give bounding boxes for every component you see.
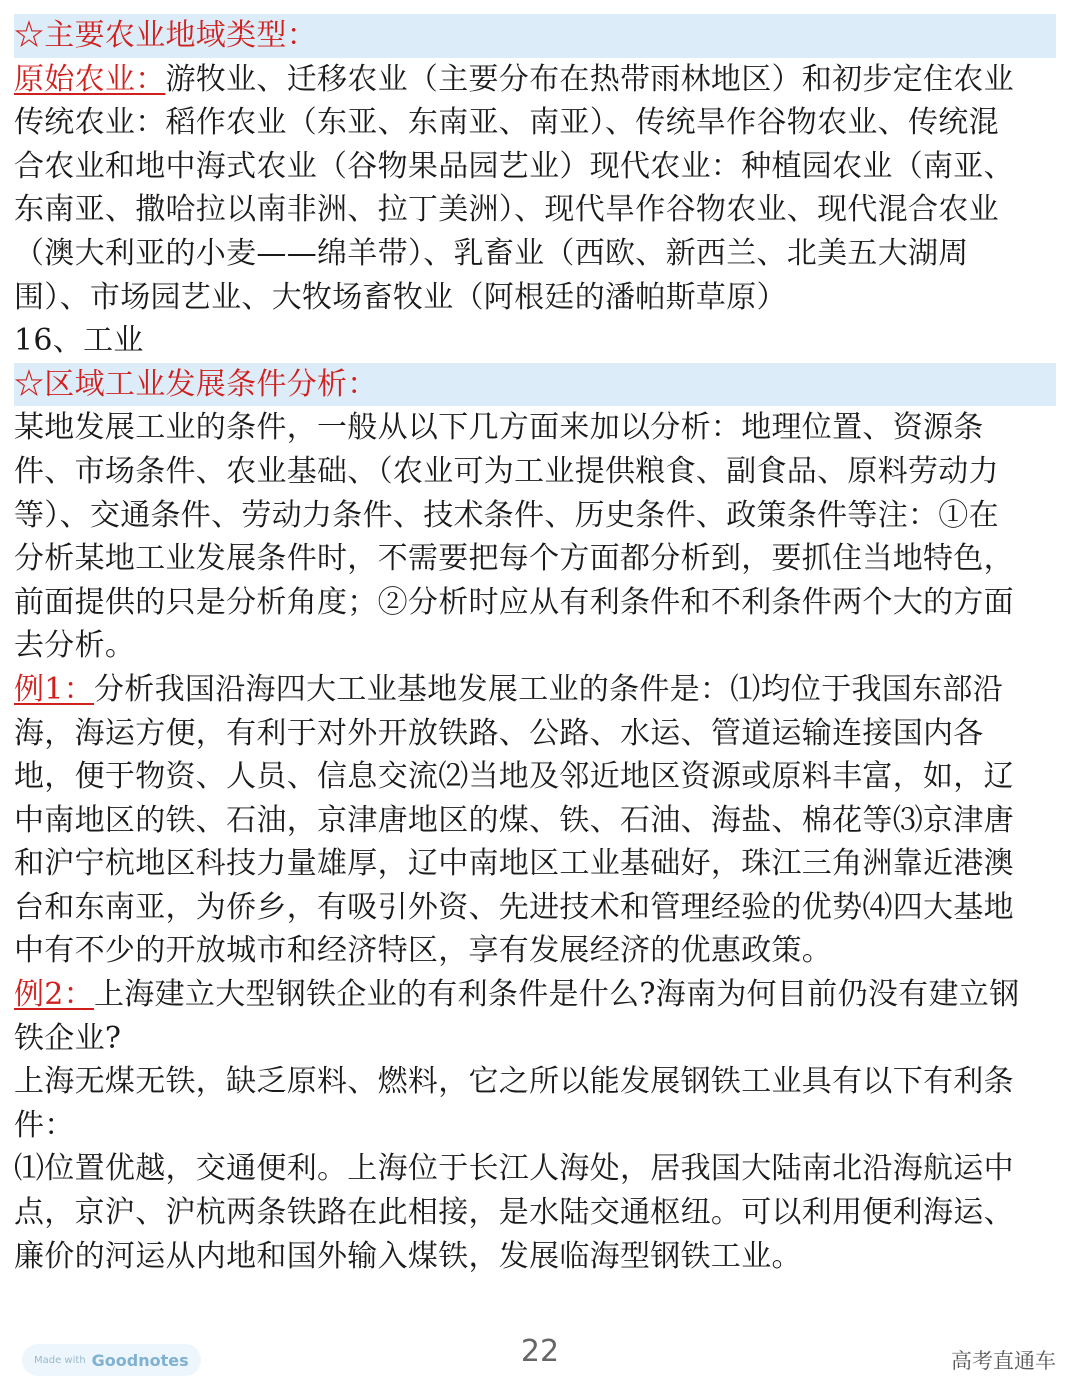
section-heading-agriculture-types bbox=[14, 14, 1056, 58]
text-line: 廉价的河运从内地和国外输入煤铁，发展临海型钢铁工业。 bbox=[14, 1238, 802, 1274]
text-line-content: 游牧业、迁移农业（主要分布在热带雨林地区）和初步定住农业 bbox=[165, 61, 1014, 97]
text-line: 台和东南亚，为侨乡，有吸引外资、先进技术和管理经验的优势⑷四大基地 bbox=[14, 889, 1014, 925]
text-line: 传统农业：稻作农业（东亚、东南亚、南亚）、传统旱作谷物农业、传统混 bbox=[14, 105, 999, 141]
text-line: 前面提供的只是分析角度；②分析时应从有利条件和不利条件两个大的方面 bbox=[14, 584, 1014, 620]
example-1-line bbox=[14, 668, 1060, 712]
page-number: 22 bbox=[520, 1334, 560, 1369]
section-heading-industry-conditions bbox=[14, 363, 1056, 407]
text-line: 中南地区的铁、石油，京津唐地区的煤、铁、石油、海盐、棉花等⑶京津唐 bbox=[14, 802, 1014, 838]
document-page bbox=[14, 14, 1060, 1278]
text-line: 合农业和地中海式农业（谷物果品园艺业）现代农业：种植园农业（南亚、 bbox=[14, 148, 1014, 184]
text-line bbox=[14, 58, 1060, 102]
goodnotes-badge bbox=[22, 1344, 201, 1376]
text-line: 某地发展工业的条件，一般从以下几方面来加以分析：地理位置、资源条 bbox=[14, 410, 984, 446]
text-line: 分析某地工业发展条件时，不需要把每个方面都分析到，要抓住当地特色， bbox=[14, 541, 1014, 577]
text-line: 点，京沪、沪杭两条铁路在此相接，是水陆交通枢纽。可以利用便利海运、 bbox=[14, 1195, 1014, 1231]
text-line: 等）、交通条件、劳动力条件、技术条件、历史条件、政策条件等注：①在 bbox=[14, 497, 999, 533]
example-2-line bbox=[14, 973, 1060, 1017]
text-line: 东南亚、撒哈拉以南非洲、拉丁美洲）、现代旱作谷物农业、现代混合农业 bbox=[14, 192, 999, 228]
text-line-content: 分析我国沿海四大工业基地发展工业的条件是：⑴均位于我国东部沿 bbox=[94, 671, 1003, 707]
example-2-label: 例2： bbox=[14, 977, 94, 1013]
chapter-title: 16、工业 bbox=[14, 323, 144, 359]
text-line: 件： bbox=[14, 1107, 75, 1143]
text-line: 围）、市场园艺业、大牧场畜牧业（阿根廷的潘帕斯草原） bbox=[14, 279, 787, 315]
text-line: （澳大利亚的小麦——绵羊带）、乳畜业（西欧、新西兰、北美五大湖周 bbox=[14, 235, 969, 271]
text-line: 件、市场条件、农业基础、（农业可为工业提供粮食、副食品、原料劳动力 bbox=[14, 453, 999, 489]
text-line: 中有不少的开放城市和经济特区，享有发展经济的优惠政策。 bbox=[14, 933, 833, 969]
text-line: 海，海运方便，有利于对外开放铁路、公路、水运、管道运输连接国内各 bbox=[14, 715, 984, 751]
made-with-label: Made with bbox=[34, 1354, 86, 1366]
goodnotes-logo: Goodnotes bbox=[91, 1350, 189, 1370]
text-line-content: 上海建立大型钢铁企业的有利条件是什么?海南为何目前仍没有建立钢 bbox=[94, 977, 1020, 1013]
text-line: 地，便于物资、人员、信息交流⑵当地及邻近地区资源或原料丰富，如，辽 bbox=[14, 759, 1014, 795]
text-line: ⑴位置优越，交通便利。上海位于长江人海处，居我国大陆南北沿海航运中 bbox=[14, 1151, 1014, 1187]
text-line: 铁企业? bbox=[14, 1020, 122, 1056]
heading-text: ☆主要农业地域类型： bbox=[14, 18, 317, 53]
text-line: 去分析。 bbox=[14, 628, 136, 664]
text-line: 和沪宁杭地区科技力量雄厚，辽中南地区工业基础好，珠江三角洲靠近港澳 bbox=[14, 846, 1014, 882]
text-line: 上海无煤无铁，缺乏原料、燃料，它之所以能发展钢铁工业具有以下有利条 bbox=[14, 1064, 1014, 1100]
example-1-label: 例1： bbox=[14, 671, 94, 707]
heading-text: ☆区域工业发展条件分析： bbox=[14, 366, 378, 402]
term-label-primitive-agriculture: 原始农业： bbox=[14, 61, 166, 97]
watermark: 高考直通车 bbox=[951, 1349, 1056, 1373]
